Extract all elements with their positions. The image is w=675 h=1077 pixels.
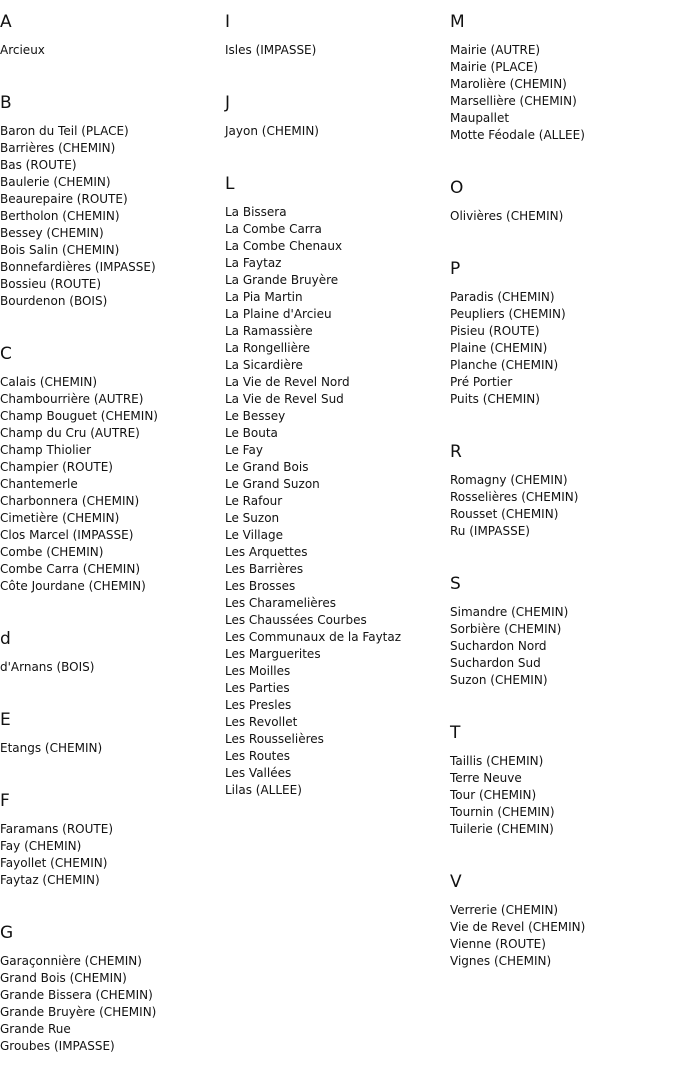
letter-heading: F [0,791,10,811]
street-item[interactable]: Clos Marcel (IMPASSE) [0,528,134,542]
street-item[interactable]: d'Arnans (BOIS) [0,660,95,674]
street-item[interactable]: Terre Neuve [450,771,522,785]
street-item[interactable]: Grande Bissera (CHEMIN) [0,988,153,1002]
letter-heading: V [450,872,462,892]
street-item[interactable]: Cimetière (CHEMIN) [0,511,120,525]
street-item[interactable]: Bonnefardières (IMPASSE) [0,260,156,274]
street-item[interactable]: Combe Carra (CHEMIN) [0,562,140,576]
street-item[interactable]: Arcieux [0,43,45,57]
street-item[interactable]: Suzon (CHEMIN) [450,673,548,687]
street-item[interactable]: La Vie de Revel Sud [225,392,344,406]
street-item[interactable]: Motte Féodale (ALLEE) [450,128,585,142]
street-item[interactable]: La Ramassière [225,324,313,338]
letter-heading: C [0,344,12,364]
street-item[interactable]: Les Chaussées Courbes [225,613,367,627]
street-item[interactable]: Vie de Revel (CHEMIN) [450,920,586,934]
street-list [0,42,225,59]
street-item[interactable]: Les Rousselières [225,732,324,746]
letter-heading: S [450,574,461,594]
street-item[interactable]: Bossieu (ROUTE) [0,277,102,291]
street-item[interactable]: Côte Jourdane (CHEMIN) [0,579,146,593]
street-item[interactable]: Les Charamelières [225,596,336,610]
street-item[interactable]: Les Presles [225,698,292,712]
letter-heading: O [450,178,464,198]
street-item[interactable]: Champ Bouguet (CHEMIN) [0,409,158,423]
street-list [225,42,450,59]
street-item[interactable]: La Sicardière [225,358,303,372]
letter-group [225,162,450,799]
letter-group [450,430,675,540]
street-item[interactable]: Isles (IMPASSE) [225,43,317,57]
street-item[interactable]: Plaine (CHEMIN) [450,341,548,355]
street-item[interactable]: Tournin (CHEMIN) [450,805,555,819]
street-item[interactable]: Vignes (CHEMIN) [450,954,552,968]
letter-group [0,779,225,889]
street-item[interactable]: Combe (CHEMIN) [0,545,104,559]
street-item[interactable]: Le Suzon [225,511,280,525]
street-item[interactable]: La Combe Carra [225,222,322,236]
letter-group [0,0,225,59]
street-item[interactable]: Bois Salin (CHEMIN) [0,243,120,257]
street-item[interactable]: Beaurepaire (ROUTE) [0,192,128,206]
street-item[interactable]: Groubes (IMPASSE) [0,1039,115,1053]
street-item[interactable]: La Faytaz [225,256,282,270]
street-item[interactable]: La Rongellière [225,341,311,355]
street-item[interactable]: Tour (CHEMIN) [450,788,537,802]
street-list [0,659,225,676]
street-list [0,123,225,310]
street-list [450,472,675,540]
letter-heading: I [225,12,231,32]
street-item[interactable]: Calais (CHEMIN) [0,375,98,389]
street-item[interactable]: Etangs (CHEMIN) [0,741,103,755]
street-item[interactable]: Garaçonnière (CHEMIN) [0,954,142,968]
street-item[interactable]: Les Revollet [225,715,298,729]
street-item[interactable]: Rosselières (CHEMIN) [450,490,579,504]
street-item[interactable]: Pré Portier [450,375,513,389]
street-item[interactable]: Les Routes [225,749,291,763]
letter-group [0,911,225,1055]
street-item[interactable]: Champ du Cru (AUTRE) [0,426,140,440]
street-item[interactable]: Chantemerle [0,477,78,491]
street-item[interactable]: Fayollet (CHEMIN) [0,856,108,870]
street-item[interactable]: Charbonnera (CHEMIN) [0,494,140,508]
letter-heading: L [225,174,235,194]
street-item[interactable]: Les Marguerites [225,647,321,661]
letter-heading: M [450,12,465,32]
letter-group [0,698,225,757]
letter-group [450,0,675,144]
street-item[interactable]: Grande Bruyère (CHEMIN) [0,1005,157,1019]
street-item[interactable]: Planche (CHEMIN) [450,358,559,372]
street-list [450,42,675,144]
street-item[interactable]: Faramans (ROUTE) [0,822,113,836]
street-item[interactable]: Le Bouta [225,426,278,440]
street-item[interactable]: Peupliers (CHEMIN) [450,307,566,321]
street-item[interactable]: Suchardon Sud [450,656,541,670]
street-item[interactable]: Pisieu (ROUTE) [450,324,540,338]
street-item[interactable]: Les Brosses [225,579,296,593]
street-list [225,204,450,799]
street-item[interactable]: Tuilerie (CHEMIN) [450,822,554,836]
street-item[interactable]: Mairie (AUTRE) [450,43,541,57]
street-item[interactable]: Les Moilles [225,664,291,678]
street-item[interactable]: Faytaz (CHEMIN) [0,873,100,887]
street-list [450,208,675,225]
street-item[interactable]: Verrerie (CHEMIN) [450,903,559,917]
street-list [450,289,675,408]
letter-group [225,0,450,59]
street-item[interactable]: Maupallet [450,111,510,125]
street-item[interactable]: Lilas (ALLEE) [225,783,302,797]
street-list [450,604,675,689]
letter-heading: J [225,93,231,113]
street-item[interactable]: La Grande Bruyère [225,273,339,287]
street-item[interactable]: Les Parties [225,681,290,695]
street-item[interactable]: Suchardon Nord [450,639,547,653]
street-item[interactable]: Paradis (CHEMIN) [450,290,555,304]
column-1 [0,0,225,1077]
street-item[interactable]: Champ Thiolier [0,443,92,457]
street-item[interactable]: Les Vallées [225,766,292,780]
street-item[interactable]: Marsellière (CHEMIN) [450,94,577,108]
street-item[interactable]: Le Fay [225,443,263,457]
street-item[interactable]: Grande Rue [0,1022,71,1036]
street-item[interactable]: Le Grand Suzon [225,477,320,491]
street-item[interactable]: Simandre (CHEMIN) [450,605,569,619]
letter-group [0,81,225,310]
street-item[interactable]: Mairie (PLACE) [450,60,539,74]
street-item[interactable]: Le Bessey [225,409,286,423]
letter-group [225,81,450,140]
street-item[interactable]: Barrières (CHEMIN) [0,141,116,155]
street-item[interactable]: Marolière (CHEMIN) [450,77,567,91]
street-list [450,902,675,970]
letter-group [0,617,225,676]
street-item[interactable]: La Vie de Revel Nord [225,375,350,389]
letter-group [450,711,675,838]
letter-heading: G [0,923,14,943]
street-item[interactable]: Grand Bois (CHEMIN) [0,971,127,985]
column-2 [225,0,450,821]
letter-heading: B [0,93,12,113]
column-3 [450,0,675,992]
letter-heading: R [450,442,462,462]
street-item[interactable]: La Combe Chenaux [225,239,343,253]
street-item[interactable]: Bessey (CHEMIN) [0,226,104,240]
street-item[interactable]: Bertholon (CHEMIN) [0,209,120,223]
letter-heading: P [450,259,461,279]
street-item[interactable]: Jayon (CHEMIN) [225,124,319,138]
street-item[interactable]: Vienne (ROUTE) [450,937,546,951]
street-item[interactable]: Champier (ROUTE) [0,460,113,474]
street-item[interactable]: Les Arquettes [225,545,308,559]
letter-heading: T [450,723,461,743]
street-item[interactable]: Olivières (CHEMIN) [450,209,564,223]
street-item[interactable]: Bas (ROUTE) [0,158,77,172]
street-item[interactable]: Le Rafour [225,494,283,508]
street-item[interactable]: Les Barrières [225,562,304,576]
street-item[interactable]: Taillis (CHEMIN) [450,754,544,768]
letter-group [450,562,675,689]
street-list [0,374,225,595]
street-item[interactable]: Sorbière (CHEMIN) [450,622,562,636]
street-list [0,953,225,1055]
street-item[interactable]: Le Grand Bois [225,460,309,474]
street-list [0,740,225,757]
street-item[interactable]: Fay (CHEMIN) [0,839,82,853]
street-list [0,821,225,889]
street-item[interactable]: Les Communaux de la Faytaz [225,630,402,644]
letter-group [0,332,225,595]
street-item[interactable]: La Plaine d'Arcieu [225,307,332,321]
street-list [225,123,450,140]
letter-group [450,166,675,225]
street-item[interactable]: Ru (IMPASSE) [450,524,530,538]
street-item[interactable]: Bourdenon (BOIS) [0,294,108,308]
letter-group [450,860,675,970]
street-item[interactable]: La Bissera [225,205,287,219]
street-item[interactable]: Rousset (CHEMIN) [450,507,559,521]
street-item[interactable]: Baron du Teil (PLACE) [0,124,129,138]
street-list [450,753,675,838]
letter-heading: E [0,710,11,730]
street-item[interactable]: Chambourrière (AUTRE) [0,392,144,406]
street-item[interactable]: Romagny (CHEMIN) [450,473,568,487]
street-item[interactable]: Le Village [225,528,283,542]
street-item[interactable]: Puits (CHEMIN) [450,392,540,406]
street-item[interactable]: Baulerie (CHEMIN) [0,175,111,189]
letter-heading: A [0,12,12,32]
street-item[interactable]: La Pia Martin [225,290,303,304]
letter-heading: d [0,629,11,649]
letter-group [450,247,675,408]
